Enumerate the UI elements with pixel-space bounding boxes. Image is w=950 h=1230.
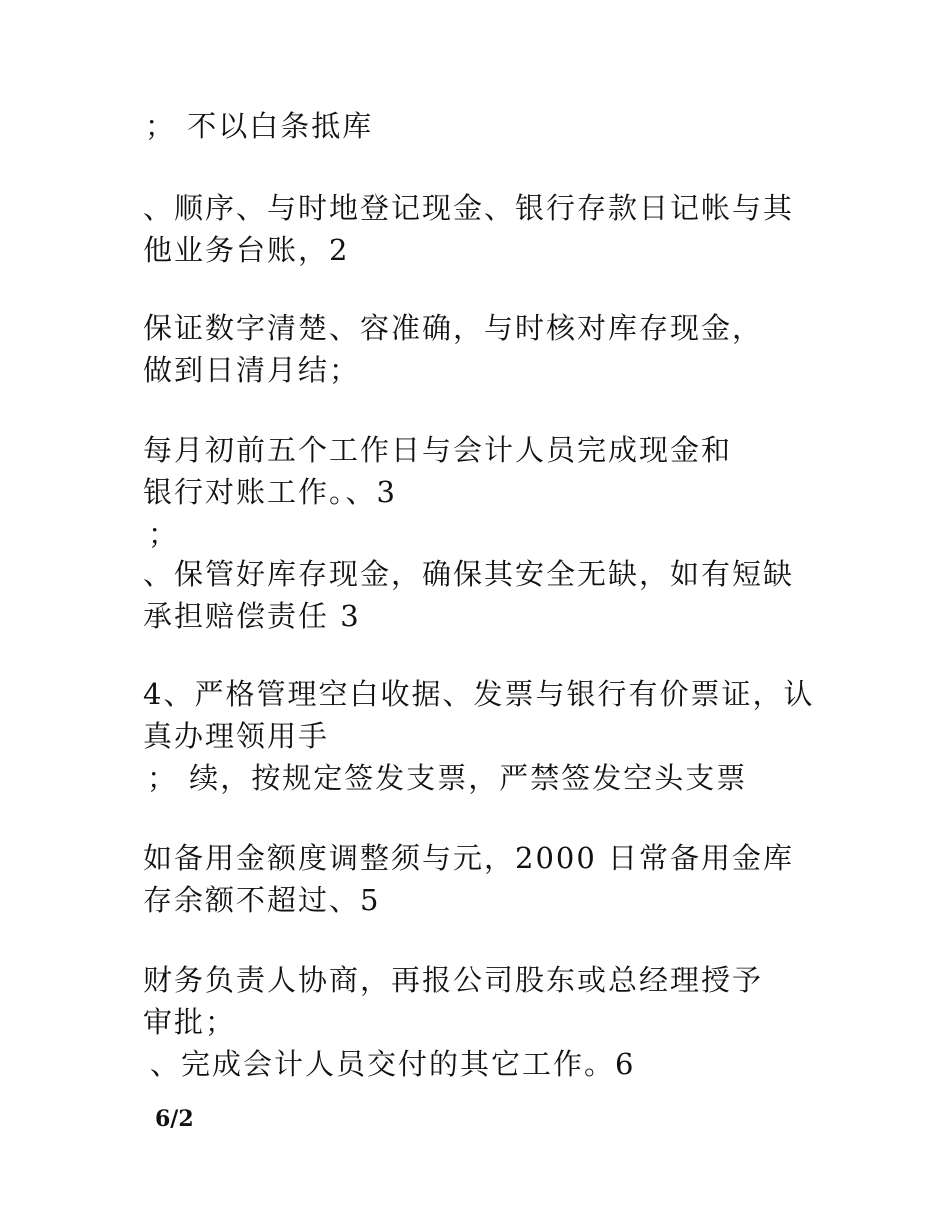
text-line: 保证数字清楚、容准确，与时核对库存现金，	[143, 311, 764, 345]
text-line: 、完成会计人员交付的其它工作。6	[150, 1047, 636, 1081]
text-line: ； 不以白条抵库	[145, 109, 374, 143]
page-number: 6/2	[155, 1106, 194, 1132]
text-line: 做到日清月结；	[143, 353, 361, 387]
text-line: ； 续，按规定签发支票，严禁签发空头支票	[147, 761, 748, 795]
text-line: ；	[148, 517, 180, 551]
text-line: 存余额不超过、5	[143, 883, 381, 917]
text-line: 他业务台账，2	[143, 233, 350, 267]
text-line: 、顺序、与时地登记现金、银行存款日记帐与其	[143, 191, 795, 225]
text-line: 如备用金额度调整须与元，2000 日常备用金库	[143, 841, 795, 875]
text-line: 每月初前五个工作日与会计人员完成现金和	[143, 433, 733, 467]
text-line: 承担赔偿责任 3	[143, 599, 361, 633]
text-line: 审批；	[143, 1005, 237, 1039]
text-line: 、保管好库存现金，确保其安全无缺，如有短缺	[143, 557, 795, 591]
text-line: 4、严格管理空白收据、发票与银行有价票证，认	[143, 677, 815, 711]
text-line: 真办理领用手	[143, 719, 330, 753]
text-line: 财务负责人协商，再报公司股东或总经理授予	[143, 963, 764, 997]
text-line: 银行对账工作。、3	[143, 475, 397, 509]
